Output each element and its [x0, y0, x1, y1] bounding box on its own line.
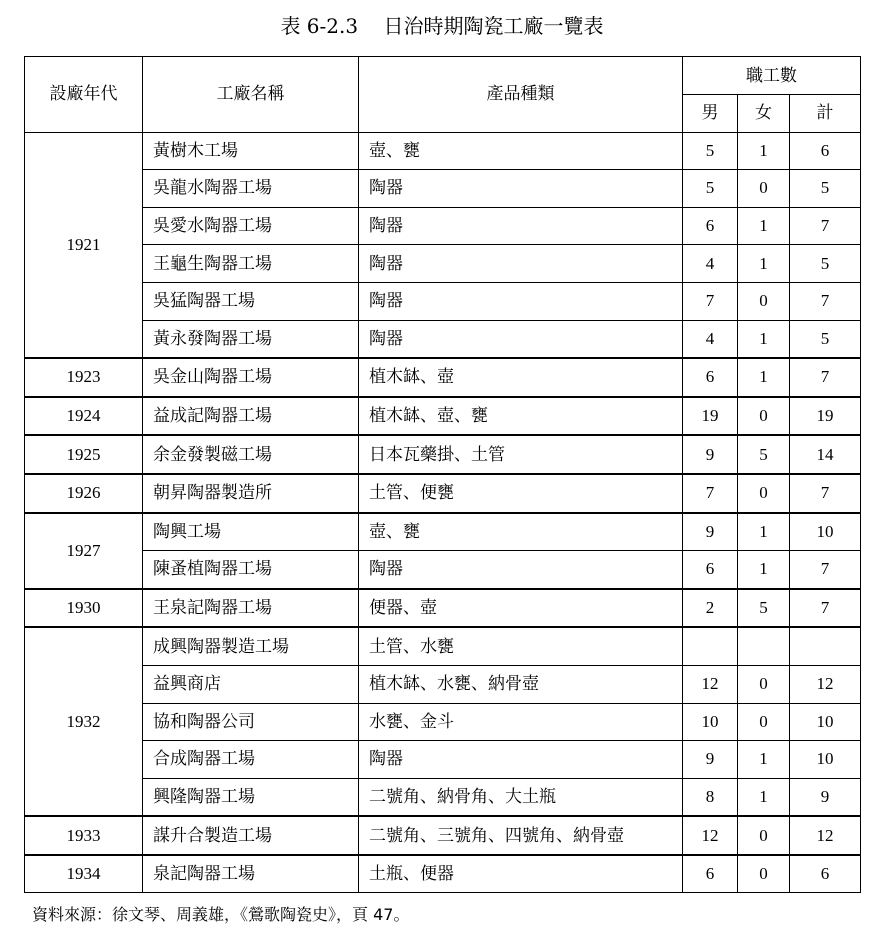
cell-factory-name: 協和陶器公司	[143, 703, 359, 741]
cell-male: 7	[683, 474, 738, 513]
cell-year: 1923	[25, 358, 143, 397]
cell-factory-name: 興隆陶器工場	[143, 778, 359, 816]
cell-male: 10	[683, 703, 738, 741]
cell-product: 植木缽、壺	[359, 358, 683, 397]
cell-factory-name: 王龜生陶器工場	[143, 245, 359, 283]
cell-female: 0	[738, 170, 790, 208]
cell-factory-name: 謀升合製造工場	[143, 816, 359, 855]
cell-total: 14	[790, 435, 861, 474]
cell-year: 1926	[25, 474, 143, 513]
factory-table	[24, 56, 861, 893]
cell-male: 9	[683, 741, 738, 779]
cell-factory-name: 益興商店	[143, 665, 359, 703]
cell-female: 0	[738, 474, 790, 513]
table-row	[25, 170, 861, 208]
cell-product: 二號角、三號角、四號角、納骨壺	[359, 816, 683, 855]
cell-year: 1930	[25, 589, 143, 628]
table-row	[25, 207, 861, 245]
cell-product: 水甕、金斗	[359, 703, 683, 741]
cell-total: 10	[790, 703, 861, 741]
cell-male: 5	[683, 170, 738, 208]
header-workers: 職工數	[683, 57, 861, 95]
cell-factory-name: 成興陶器製造工場	[143, 627, 359, 665]
cell-female: 1	[738, 320, 790, 358]
cell-product: 陶器	[359, 282, 683, 320]
header-total: 計	[790, 95, 861, 133]
cell-total: 5	[790, 320, 861, 358]
table-row	[25, 703, 861, 741]
cell-female: 1	[738, 551, 790, 589]
cell-factory-name: 吳愛水陶器工場	[143, 207, 359, 245]
cell-female: 1	[738, 207, 790, 245]
cell-female: 1	[738, 132, 790, 170]
cell-female: 0	[738, 855, 790, 893]
table-row	[25, 741, 861, 779]
cell-female: 0	[738, 816, 790, 855]
cell-product: 陶器	[359, 741, 683, 779]
header-year: 設廠年代	[25, 57, 143, 133]
cell-female: 0	[738, 703, 790, 741]
table-row	[25, 513, 861, 551]
table-body	[25, 132, 861, 893]
cell-product: 陶器	[359, 207, 683, 245]
cell-male: 6	[683, 551, 738, 589]
table-row	[25, 778, 861, 816]
cell-total	[790, 627, 861, 665]
cell-male: 8	[683, 778, 738, 816]
cell-product: 植木缽、水甕、納骨壺	[359, 665, 683, 703]
cell-male: 6	[683, 855, 738, 893]
cell-male: 5	[683, 132, 738, 170]
cell-male: 2	[683, 589, 738, 628]
cell-factory-name: 益成記陶器工場	[143, 397, 359, 436]
cell-female: 0	[738, 665, 790, 703]
cell-factory-name: 吳猛陶器工場	[143, 282, 359, 320]
table-row	[25, 665, 861, 703]
table-row	[25, 855, 861, 893]
cell-total: 7	[790, 589, 861, 628]
table-row	[25, 397, 861, 436]
table-row	[25, 589, 861, 628]
table-row	[25, 474, 861, 513]
cell-factory-name: 吳龍水陶器工場	[143, 170, 359, 208]
cell-year: 1924	[25, 397, 143, 436]
cell-total: 6	[790, 132, 861, 170]
cell-factory-name: 合成陶器工場	[143, 741, 359, 779]
cell-factory-name: 黃永發陶器工場	[143, 320, 359, 358]
cell-total: 12	[790, 816, 861, 855]
cell-total: 7	[790, 358, 861, 397]
cell-year: 1927	[25, 513, 143, 589]
cell-male	[683, 627, 738, 665]
table-title: 表 6-2.3 日治時期陶瓷工廠一覽表	[280, 14, 604, 38]
cell-male: 12	[683, 665, 738, 703]
header-factory-name: 工廠名稱	[143, 57, 359, 133]
cell-male: 4	[683, 245, 738, 283]
cell-male: 9	[683, 435, 738, 474]
table-row	[25, 132, 861, 170]
cell-year: 1934	[25, 855, 143, 893]
cell-total: 5	[790, 170, 861, 208]
cell-female: 1	[738, 513, 790, 551]
cell-total: 7	[790, 474, 861, 513]
cell-product: 陶器	[359, 551, 683, 589]
header-male: 男	[683, 95, 738, 133]
table-row	[25, 245, 861, 283]
cell-male: 6	[683, 207, 738, 245]
cell-year: 1925	[25, 435, 143, 474]
cell-total: 6	[790, 855, 861, 893]
cell-year: 1921	[25, 132, 143, 358]
cell-product: 陶器	[359, 245, 683, 283]
cell-factory-name: 吳金山陶器工場	[143, 358, 359, 397]
cell-male: 4	[683, 320, 738, 358]
cell-factory-name: 朝昇陶器製造所	[143, 474, 359, 513]
cell-product: 壺、甕	[359, 132, 683, 170]
cell-male: 19	[683, 397, 738, 436]
cell-female: 1	[738, 778, 790, 816]
cell-product: 土管、便甕	[359, 474, 683, 513]
table-row	[25, 627, 861, 665]
cell-total: 7	[790, 282, 861, 320]
cell-total: 7	[790, 551, 861, 589]
cell-factory-name: 陳蚤植陶器工場	[143, 551, 359, 589]
cell-total: 19	[790, 397, 861, 436]
cell-factory-name: 黃樹木工場	[143, 132, 359, 170]
cell-factory-name: 陶興工場	[143, 513, 359, 551]
cell-male: 12	[683, 816, 738, 855]
cell-female: 5	[738, 435, 790, 474]
cell-male: 6	[683, 358, 738, 397]
cell-factory-name: 泉記陶器工場	[143, 855, 359, 893]
cell-total: 12	[790, 665, 861, 703]
cell-product: 陶器	[359, 170, 683, 208]
cell-product: 壺、甕	[359, 513, 683, 551]
cell-product: 土管、水甕	[359, 627, 683, 665]
table-row	[25, 358, 861, 397]
cell-product: 植木缽、壺、甕	[359, 397, 683, 436]
cell-male: 7	[683, 282, 738, 320]
cell-total: 10	[790, 741, 861, 779]
cell-total: 7	[790, 207, 861, 245]
cell-female: 1	[738, 741, 790, 779]
table-row	[25, 435, 861, 474]
table-row	[25, 551, 861, 589]
cell-product: 便器、壺	[359, 589, 683, 628]
header-product: 產品種類	[359, 57, 683, 133]
cell-product: 土瓶、便器	[359, 855, 683, 893]
header-female: 女	[738, 95, 790, 133]
source-note: 資料來源：徐文琴、周義雄，《鶯歌陶瓷史》，頁 47。	[32, 905, 410, 924]
cell-male: 9	[683, 513, 738, 551]
cell-female: 1	[738, 245, 790, 283]
cell-female: 0	[738, 397, 790, 436]
cell-product: 二號角、納骨角、大土瓶	[359, 778, 683, 816]
cell-total: 10	[790, 513, 861, 551]
table-row	[25, 816, 861, 855]
cell-year: 1932	[25, 627, 143, 816]
cell-product: 日本瓦藥掛、土管	[359, 435, 683, 474]
cell-factory-name: 余金發製磁工場	[143, 435, 359, 474]
cell-female: 5	[738, 589, 790, 628]
cell-female	[738, 627, 790, 665]
cell-factory-name: 王泉記陶器工場	[143, 589, 359, 628]
cell-total: 5	[790, 245, 861, 283]
cell-female: 0	[738, 282, 790, 320]
table-row	[25, 282, 861, 320]
cell-year: 1933	[25, 816, 143, 855]
cell-total: 9	[790, 778, 861, 816]
table-row	[25, 320, 861, 358]
cell-female: 1	[738, 358, 790, 397]
cell-product: 陶器	[359, 320, 683, 358]
